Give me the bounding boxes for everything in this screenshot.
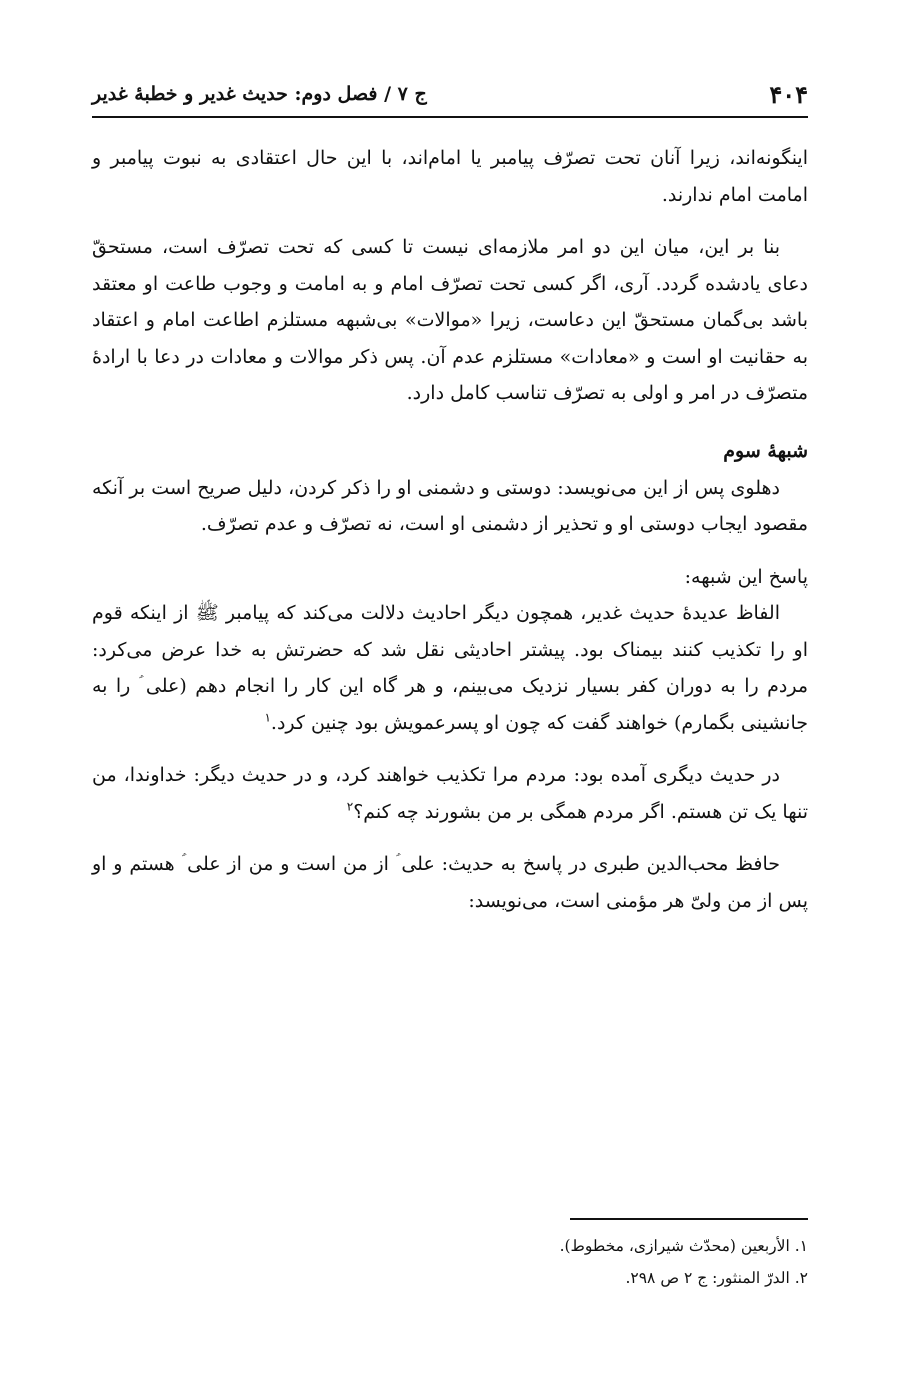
paragraph-5 [92, 595, 808, 741]
paragraph-6 [92, 757, 808, 830]
paragraph-7: حافظ محب‌الدین طبری در پاسخ به حدیث: علی ؑ از من است و من از علی ؑ هستم و او پس از من ولیّ هر مؤمنی است، می‌نویسد: [92, 853, 808, 912]
paragraph-3: دهلوی پس از این می‌نویسد: دوستی و دشمنی او را ذکر کردن، دلیل صریح است بر آنکه مقصود ایجاب دوستی او و تحذیر از دشمنی او است، نه تصرّف و عدم تصرّف. [92, 476, 808, 535]
footnote-2: ۲. الدرّ المنثور: ج ۲ ص ۲۹۸. [625, 1269, 808, 1287]
footnote-divider [570, 1218, 808, 1220]
footnote-ref-2: ۲ [346, 799, 354, 814]
footnote-1: ۱. الأربعین (محدّث شیرازی، مخطوط). [559, 1237, 808, 1255]
chapter-title: ج ۷ / فصل دوم: حدیث غدیر و خطبهٔ غدیر [92, 83, 427, 105]
paragraph-6-text: در حدیث دیگری آمده بود: مردم مرا تکذیب خواهند کرد، و در حدیث دیگر: خداوندا، من تنها یک تن هستم. اگر مردم همگی بر من بشورند چه کنم؟ [92, 764, 808, 823]
page-number: ۴۰۴ [769, 79, 808, 109]
running-header [92, 72, 808, 118]
paragraph-4: پاسخ این شبهه: [684, 565, 808, 588]
book-page [92, 0, 808, 1390]
footnotes [92, 1218, 808, 1294]
section-heading: شبههٔ سوم [723, 439, 808, 462]
paragraph-1: اینگونه‌اند، زیرا آنان تحت تصرّف پیامبر یا امام‌اند، با این حال اعتقادی به نبوت پیامبر و امامت امام ندارند. [92, 147, 808, 206]
body-text [92, 140, 808, 919]
footnote-ref-1: ۱ [264, 710, 271, 725]
paragraph-5-text: الفاظ عدیدهٔ حدیث غدیر، همچون دیگر احادیث دلالت می‌کند که پیامبر ﷺ از اینکه قوم او را تکذیب کنند بیمناک بود. پیشتر احادیثی نقل شد که حضرتش به خدا عرض می‌کرد: مردم را به دوران کفر بسیار نزدیک می‌بینم، و هر گاه این کار را انجام دهم (علی ؑ را به جانشینی بگمارم) خواهند گفت که چون او پسرعمویش بود چنین کرد. [92, 602, 808, 734]
paragraph-2: بنا بر این، میان این دو امر ملازمه‌ای نیست تا کسی که تحت تصرّف است، مستحقّ دعای یادشده گردد. آری، اگر کسی تحت تصرّف امام و به امامت و وجوب طاعت او معتقد باشد بی‌گمان مستحقّ این دعاست، زیرا «موالات» بی‌شبهه مستلزم اطاعت امام و اعتقاد به حقانیت او است و «معادات» مستلزم عدم آن. پس ذکر موالات و معادات در دعا با ارادهٔ متصرّف در امر و اولی به تصرّف تناسب کامل دارد. [92, 236, 808, 404]
